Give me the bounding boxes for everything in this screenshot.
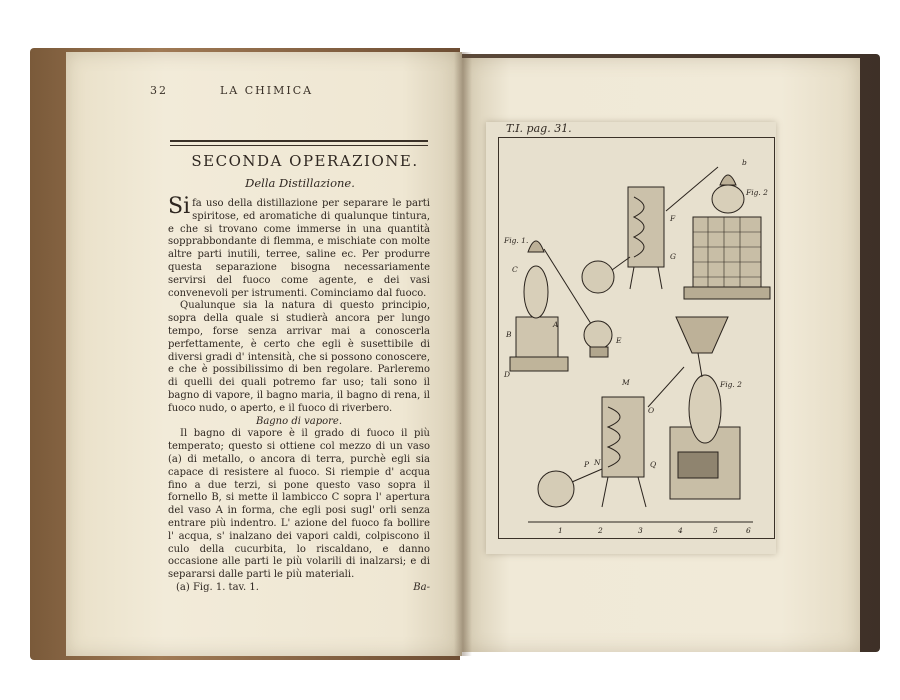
- engraving-plate: [498, 137, 773, 537]
- letter-n: N: [594, 458, 601, 467]
- letter-o: O: [648, 406, 655, 415]
- letter-p: P: [584, 460, 590, 469]
- paragraph-1-text: fa uso della distillazione per separare le parti spiritose, ed aromatiche di qualunque tintura, e che si trovano come immerse in una quantità sopprabbondante di flemma, e mischiate con molte altre parti inutili, terree, saline ec. Per produrre questa separazione bisogna necessariamente servirsi del fuoco come agente, e dei vasi convenevoli per istrumenti. Cominciamo dal fuoco.: [168, 198, 430, 299]
- plate-label: T.I. pag. 31.: [506, 122, 572, 135]
- body-text: [168, 194, 430, 595]
- fig1-label: Fig. 1.: [504, 236, 529, 245]
- paragraph-3: Il bagno di vapore è il grado di fuoco il più temperato; questo si ottiene col mezzo di un vaso (a) di metallo, o ancora di terra, purchè egli sia capace di resistere al fuoco. Si riempie d' acqua fino a due terzi, si pone questo vaso sopra il fornello B, si mette il lambicco C sopra l' apertura del vaso A in forma, che egli posi sugl' orli senza entrare più indentro. L' azione del fuoco fa bollire l' acqua, s' inalzano dei vapori caldi, colpiscono il culo della cucurbita, lo riscaldano, e danno occasione alle parti le più volarili di inalzarsi; e di separarsi dalle parti le più materiali.: [168, 428, 430, 581]
- scale-2: 2: [598, 526, 603, 535]
- letter-f: F: [670, 214, 676, 223]
- catchword: Ba-: [413, 581, 430, 593]
- letter-b: B: [506, 330, 512, 339]
- header-rule: [170, 140, 428, 146]
- letter-m: M: [622, 378, 630, 387]
- letter-a: A: [553, 320, 559, 329]
- scale-1: 1: [558, 526, 563, 535]
- footnote: (a) Fig. 1. tav. 1.: [176, 582, 259, 593]
- book-gutter: [454, 52, 472, 656]
- operation-title: SECONDA OPERAZIONE.: [191, 152, 419, 170]
- scale-5: 5: [713, 526, 718, 535]
- fig3-label: Fig. 2: [720, 380, 742, 389]
- section-title: Della Distillazione.: [245, 176, 355, 190]
- letter-d: D: [504, 370, 511, 379]
- scale-6: 6: [746, 526, 751, 535]
- page-number: 32: [150, 84, 168, 97]
- letter-c: C: [512, 265, 518, 274]
- running-head: LA CHIMICA: [220, 84, 314, 97]
- letter-q: Q: [650, 460, 657, 469]
- scale-4: 4: [678, 526, 683, 535]
- paragraph-1: [168, 194, 430, 300]
- fig2-label: Fig. 2: [746, 188, 768, 197]
- letter-e: E: [616, 336, 622, 345]
- drop-cap: Si: [168, 194, 191, 219]
- paragraph-2: Qualunque sia la natura di questo principio, sopra della quale si studierà ancora per lungo tempo, forse senza arrivar mai a conoscerla perfettamente, è certo che egli è susettibile di diversi gradi d' intensità, che si possono conoscere, e che è possibilissimo di ben regolare. Parleremo di quelli dei quali potremo far uso; tali sono il bagno di vapore, il bagno maria, il bagno di rena, il fuoco nudo, o aperto, e il fuoco di riverbero.: [168, 300, 430, 414]
- scale-3: 3: [638, 526, 643, 535]
- letter-g: G: [670, 252, 676, 261]
- letter-b-small: b: [742, 158, 747, 167]
- subhead: Bagno di vapore.: [255, 415, 343, 427]
